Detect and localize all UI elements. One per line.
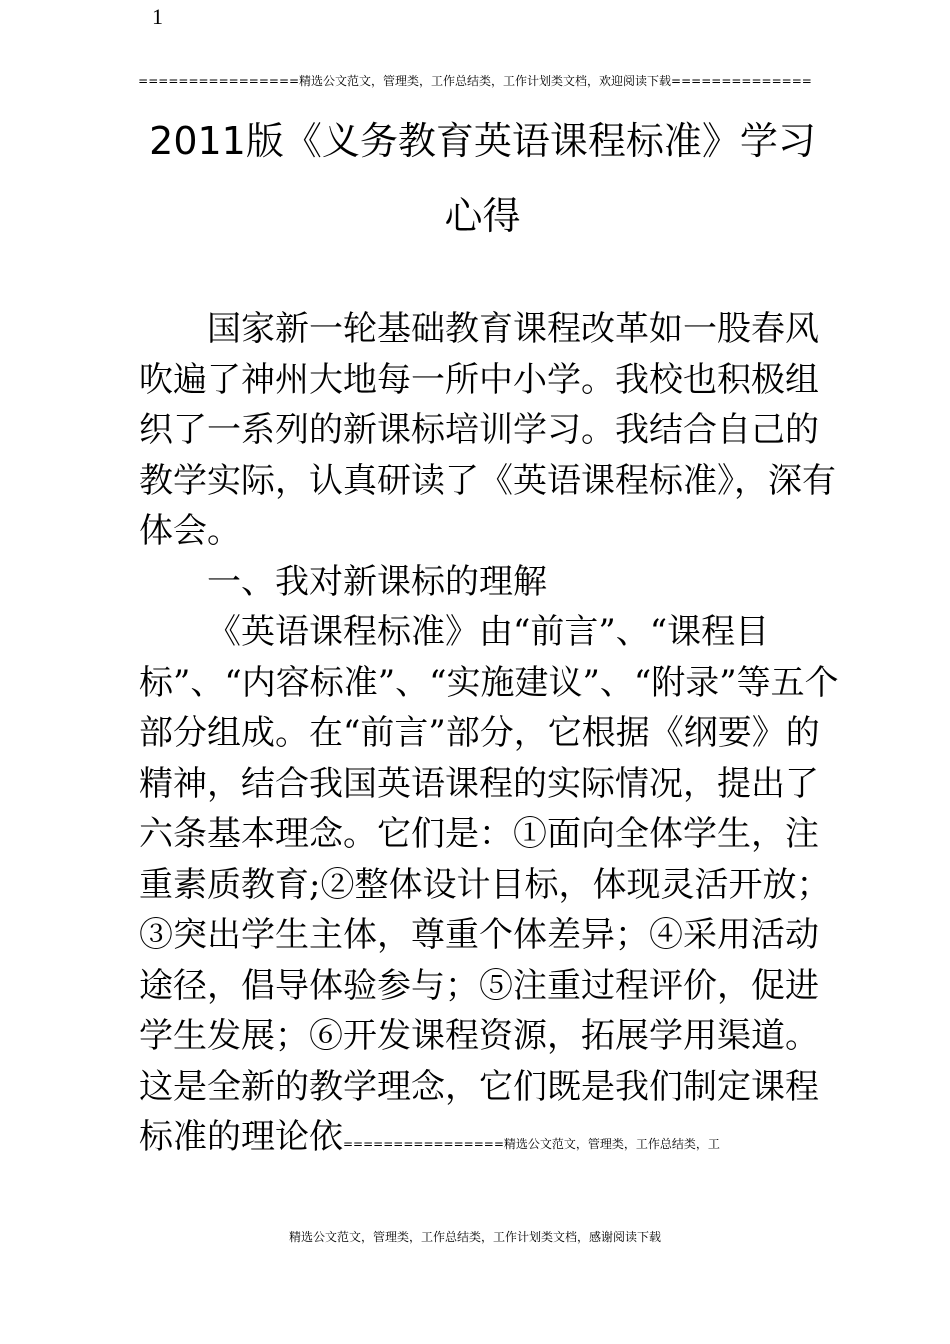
paragraph-intro: 国家新一轮基础教育课程改革如一股春风吹遍了神州大地每一所中小学。我校也积极组织了一系列的新课标培训学习。我结合自己的教学实际，认真研读了《英语课程标准》，深有体会。 xyxy=(139,309,836,551)
inline-banner: ================精选公文范文，管理类，工作总结类，工 xyxy=(343,1137,720,1151)
paragraph-understanding xyxy=(139,607,839,1170)
footer-banner: 精选公文范文，管理类，工作总结类，工作计划类文档，感谢阅读下载 xyxy=(288,1230,661,1244)
header-banner: ================精选公文范文，管理类，工作总结类，工作计划类文档，欢迎阅读下载============== xyxy=(138,74,812,88)
section-heading: 一、我对新课标的理解 xyxy=(207,561,547,602)
page-number: 1 xyxy=(152,4,163,29)
paragraph-understanding-text: 《英语课程标准》由“前言”、“课程目标”、“内容标准”、“实施建议”、“附录”等五个部分组成。在“前言”部分，它根据《纲要》的精神，结合我国英语课程的实际情况，提出了六条基本理念。它们是：①面向全体学生，注重素质教育;②整体设计目标，体现灵活开放；③突出学生主体，尊重个体差异；④采用活动途径，倡导体验参与；⑤注重过程评价，促进学生发展；⑥开发课程资源，拓展学用渠道。这是全新的教学理念，它们既是我们制定课程标准的理论依 xyxy=(139,612,839,1157)
document-title: 2011版《义务教育英语课程标准》学习心得 xyxy=(149,119,816,238)
document-body xyxy=(139,304,839,1170)
